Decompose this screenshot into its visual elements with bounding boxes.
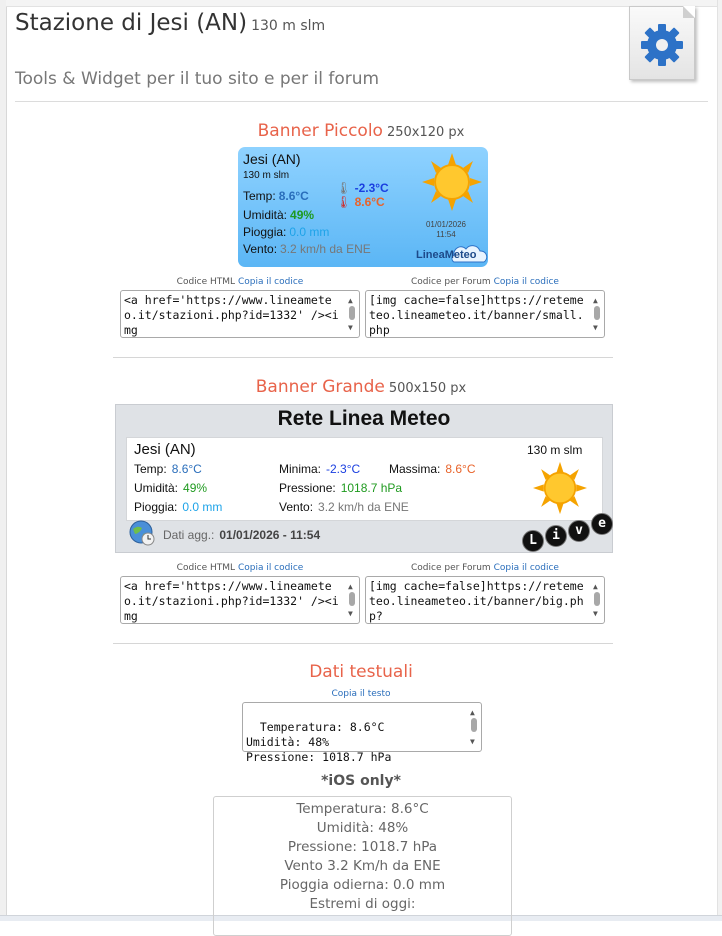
time-text: 11:54	[436, 230, 456, 239]
scroll-thumb[interactable]	[471, 718, 477, 732]
humidity-value: 49%	[183, 481, 208, 495]
copy-html-code-link[interactable]: Copia il codice	[237, 563, 304, 573]
banner-big-altitude: 130 m slm	[527, 443, 583, 457]
scroll-down-icon[interactable]: ▼	[348, 323, 353, 332]
ios-line: Pressione: 1018.7 hPa	[287, 839, 438, 855]
scroll-up-icon[interactable]: ▲	[348, 582, 353, 591]
html-code-label: Codice HTML	[176, 563, 236, 573]
rain-value: 0.0 mm	[289, 225, 330, 239]
banner-big-size: 500x150 px	[388, 381, 467, 396]
sun-icon	[422, 153, 482, 211]
page-subtitle: Tools & Widget per il tuo sito e per il forum	[15, 69, 380, 89]
bb-rain	[134, 500, 222, 514]
html-code-label: Codice HTML	[176, 277, 236, 287]
textarea-scrollbar[interactable]	[468, 704, 480, 750]
banner-small-wind	[243, 242, 371, 256]
min-value: -2.3°C	[326, 462, 361, 476]
wind-label: Vento:	[243, 242, 278, 256]
section-divider	[113, 643, 613, 644]
ios-line: Estremi di oggi:	[309, 896, 416, 912]
min-value: -2.3°C	[354, 181, 389, 195]
page-title-text: Stazione di Jesi (AN)	[15, 10, 248, 36]
banner-big-title	[0, 377, 722, 397]
text-data-content: Temperatura: 8.6°C Umidità: 48% Pressione: 1018.7 hPa	[246, 720, 392, 764]
forum-code-text: [img cache=false]https://retemeteo.lineameteo.it/banner/small.php	[369, 293, 584, 337]
temp-value: 8.6°C	[278, 189, 309, 203]
banner-small-max	[336, 195, 385, 209]
date-text: 01/01/2026	[425, 220, 467, 229]
top-border	[6, 0, 722, 7]
min-label: Minima:	[279, 462, 322, 476]
max-value: 8.6°C	[445, 462, 476, 476]
banner-small-station: Jesi (AN)	[243, 151, 301, 167]
page-title-altitude: 130 m slm	[251, 18, 326, 34]
bb-pressure	[279, 481, 402, 495]
small-forum-code-textarea[interactable]	[365, 290, 605, 338]
copy-forum-code-link[interactable]: Copia il codice	[493, 277, 559, 287]
thermometer-hot-icon: 🌡︎	[336, 195, 352, 209]
scroll-down-icon[interactable]: ▼	[470, 737, 475, 746]
updated-label: Dati agg.:	[163, 528, 215, 542]
scroll-up-icon[interactable]: ▲	[470, 708, 475, 717]
temp-label: Temp:	[134, 462, 167, 476]
text-data-textarea[interactable]	[242, 702, 482, 764]
lineameteo-logo	[414, 242, 486, 264]
banner-big-header: Rete Linea Meteo	[277, 407, 451, 430]
big-html-code-textarea[interactable]	[120, 576, 360, 624]
scroll-thumb[interactable]	[349, 306, 355, 320]
small-forum-label	[365, 277, 605, 287]
forum-code-label: Codice per Forum	[411, 563, 491, 573]
pressure-value: 1018.7 hPa	[340, 481, 403, 495]
small-html-code-textarea[interactable]	[120, 290, 360, 338]
ios-text-box[interactable]	[213, 796, 512, 936]
gear-icon	[639, 22, 685, 68]
rain-value: 0.0 mm	[182, 500, 223, 514]
ios-line: Umidità: 48%	[316, 820, 409, 836]
globe-clock-icon	[128, 519, 156, 547]
wind-value: 3.2 km/h da ENE	[318, 500, 409, 514]
ios-line: Temperatura: 8.6°C	[296, 801, 429, 817]
banner-small-temp	[243, 189, 309, 203]
page-title	[15, 10, 325, 36]
pressure-label: Pressione:	[279, 481, 336, 495]
big-forum-label	[365, 563, 605, 573]
scroll-up-icon[interactable]: ▲	[593, 296, 598, 305]
textarea-scrollbar[interactable]	[591, 292, 603, 336]
max-value: 8.6°C	[354, 195, 385, 209]
scroll-up-icon[interactable]: ▲	[593, 582, 598, 591]
banner-small-title-text: Banner Piccolo	[257, 121, 383, 141]
settings-button[interactable]	[629, 6, 695, 80]
banner-small-altitude: 130 m slm	[243, 170, 290, 181]
copy-html-code-link[interactable]: Copia il codice	[237, 277, 304, 287]
textarea-scrollbar[interactable]	[591, 578, 603, 622]
sun-icon	[533, 461, 587, 515]
banner-big[interactable]	[115, 404, 613, 553]
scroll-thumb[interactable]	[349, 592, 355, 606]
big-html-label	[120, 563, 360, 573]
html-code-text: <a href='https://www.lineameteo.it/stazioni.php?id=1332' /><img	[124, 293, 339, 337]
ios-only-title: *iOS only*	[321, 773, 401, 789]
wind-label: Vento:	[279, 500, 314, 514]
temp-label: Temp:	[243, 189, 276, 203]
banner-small-datetime	[408, 220, 484, 240]
humidity-label: Umidità:	[243, 208, 288, 222]
small-html-label	[120, 277, 360, 287]
text-data-title: Dati testuali	[309, 662, 413, 682]
bb-humidity	[134, 481, 207, 495]
max-label: Massima:	[389, 462, 441, 476]
banner-small-humidity	[243, 208, 314, 222]
rain-label: Pioggia:	[243, 225, 287, 239]
ios-line: Pioggia odierna: 0.0 mm	[279, 877, 446, 893]
live-letter-l: L	[522, 530, 544, 552]
textarea-scrollbar[interactable]	[346, 578, 358, 622]
bb-min	[279, 462, 360, 476]
bb-temp	[134, 462, 202, 476]
page-fold	[683, 6, 695, 18]
copy-text-link[interactable]: Copia il testo	[331, 689, 391, 699]
banner-big-title-text: Banner Grande	[255, 377, 385, 397]
temp-value: 8.6°C	[171, 462, 202, 476]
banner-small-rain	[243, 225, 329, 239]
thermometer-cold-icon: 🌡︎	[336, 181, 352, 195]
humidity-value: 49%	[290, 208, 315, 222]
scroll-thumb[interactable]	[594, 592, 600, 606]
copy-forum-code-link[interactable]: Copia il codice	[493, 563, 559, 573]
scroll-down-icon[interactable]: ▼	[593, 609, 598, 618]
live-letter-v: v	[568, 520, 590, 542]
live-letter-i: i	[545, 525, 567, 547]
forum-code-text: [img cache=false]https://retemeteo.lineameteo.it/banner/big.php?	[369, 579, 584, 623]
banner-small-title	[0, 121, 722, 141]
banner-small-size: 250x120 px	[386, 125, 465, 140]
rain-label: Pioggia:	[134, 500, 178, 514]
forum-code-label: Codice per Forum	[411, 277, 491, 287]
logo-text: LineaMeteo	[416, 249, 477, 261]
humidity-label: Umidità:	[134, 481, 179, 495]
bb-wind	[279, 500, 409, 514]
banner-small-min	[336, 181, 389, 195]
live-letter-e: e	[591, 513, 613, 535]
scroll-thumb[interactable]	[594, 306, 600, 320]
big-forum-code-textarea[interactable]	[365, 576, 605, 624]
section-divider	[113, 357, 613, 358]
scroll-down-icon[interactable]: ▼	[593, 323, 598, 332]
banner-big-station: Jesi (AN)	[134, 441, 196, 458]
updated-value: 01/01/2026 - 11:54	[219, 528, 321, 542]
bb-max	[389, 462, 476, 476]
bb-updated	[163, 528, 320, 542]
html-code-text: <a href='https://www.lineameteo.it/stazioni.php?id=1332' /><img	[124, 579, 339, 623]
banner-small[interactable]	[238, 147, 488, 267]
textarea-scrollbar[interactable]	[346, 292, 358, 336]
wind-value: 3.2 km/h da ENE	[280, 242, 371, 256]
banner-big-panel	[126, 437, 603, 521]
scroll-down-icon[interactable]: ▼	[348, 609, 353, 618]
scroll-up-icon[interactable]: ▲	[348, 296, 353, 305]
header-divider	[15, 101, 708, 102]
ios-line: Vento 3.2 Km/h da ENE	[284, 858, 441, 874]
